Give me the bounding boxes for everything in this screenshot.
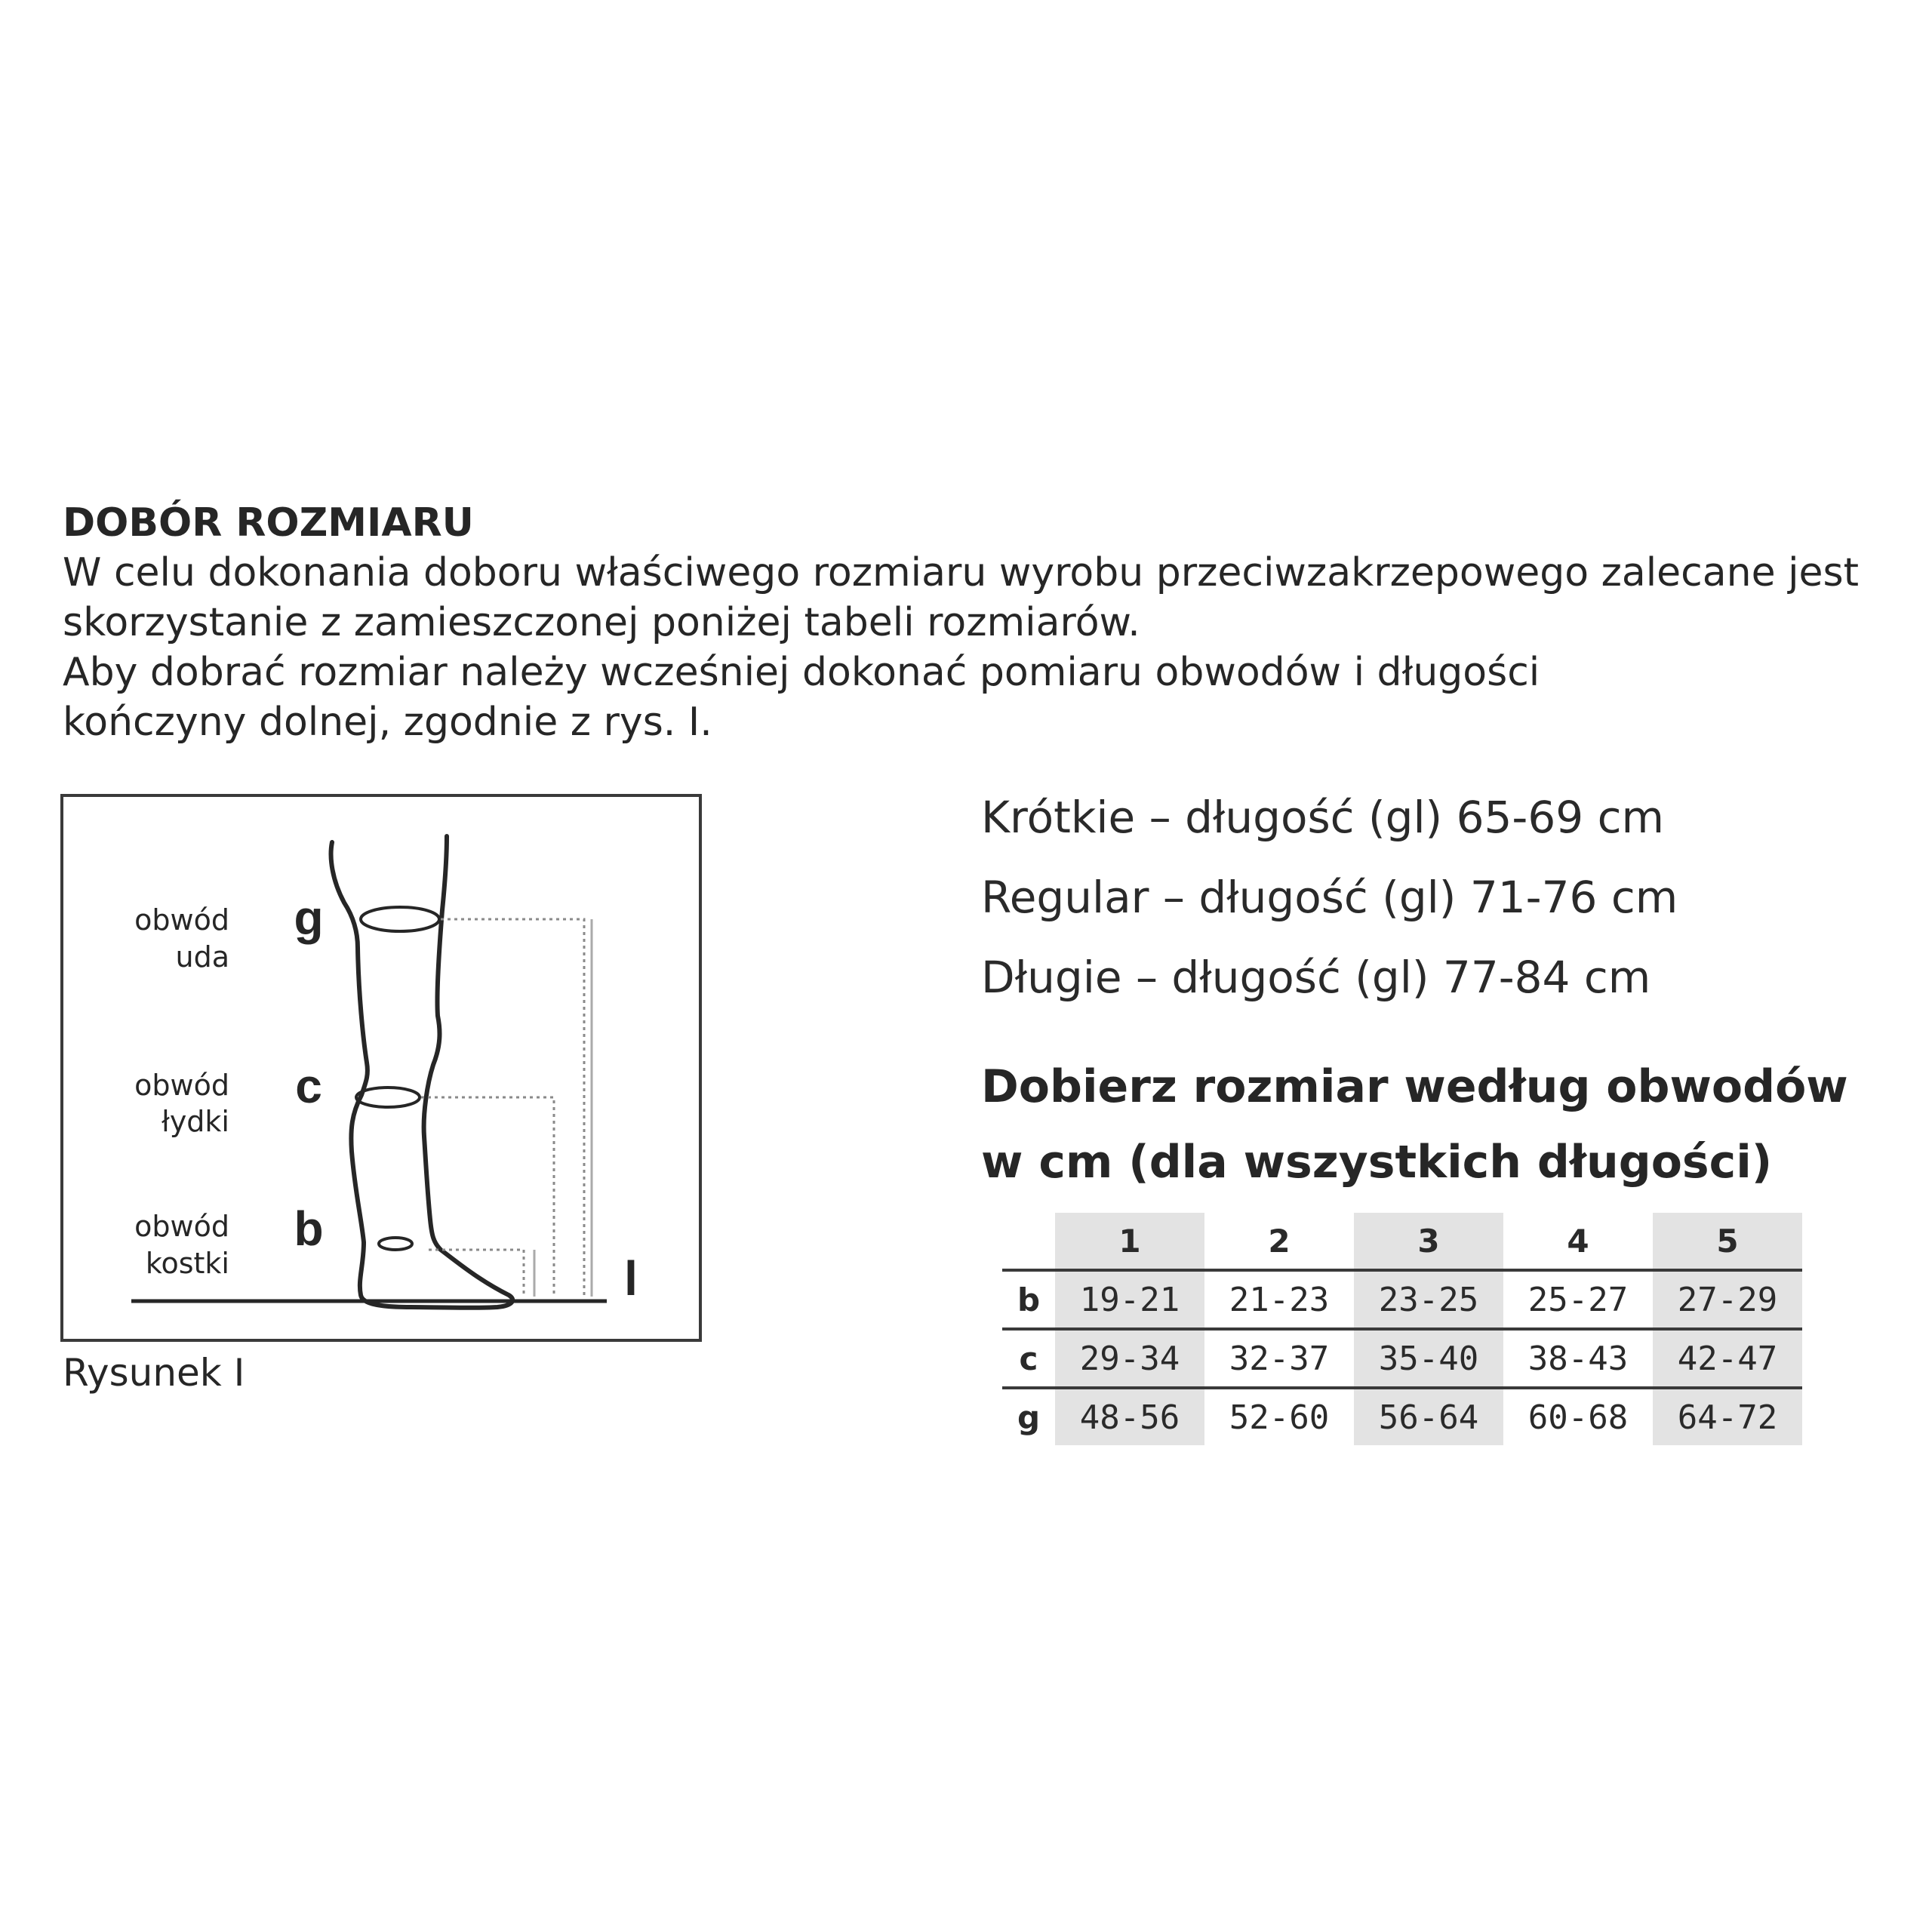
size-header-3: 3 [1354,1213,1503,1270]
row-label: b [1017,1281,1041,1318]
table-cell: 52-60 [1229,1398,1330,1437]
size-table [1002,1213,1802,1445]
length-regular: Regular – długość (gl) 71-76 cm [981,872,1678,923]
table-cell: 56-64 [1354,1388,1503,1445]
size-header-2: 2 [1268,1222,1291,1260]
calf-label-line2: łydki [162,1105,229,1138]
leg-diagram [63,797,699,1339]
length-short: Krótkie – długość (gl) 65-69 cm [981,792,1664,843]
leg-figure [60,794,702,1342]
row-label: g [1017,1398,1041,1436]
size-table-title [981,1049,1848,1200]
thigh-label-line2: uda [175,940,229,974]
table-cell: 48-56 [1055,1388,1204,1445]
table-cell: 21-23 [1229,1280,1330,1319]
corner-cell [1002,1213,1055,1270]
size-header-1: 1 [1055,1213,1204,1270]
intro-line-2: skorzystanie z zamieszczonej poniżej tabeli rozmiarów. [63,600,1140,645]
table-cell: 27-29 [1653,1270,1802,1329]
calf-letter: c [295,1059,322,1113]
size-table-title-line1: Dobierz rozmiar według obwodów [981,1060,1848,1113]
size-table-title-line2: w cm (dla wszystkich długości) [981,1136,1773,1189]
intro-line-4: kończyny dolnej, zgodnie z rys. I. [63,700,712,745]
thigh-label-line1: obwód [134,903,229,937]
intro-section [63,498,1919,747]
size-header-row [1002,1213,1802,1270]
ankle-measure-line [429,1250,524,1297]
calf-label-line1: obwód [134,1069,229,1102]
table-row [1002,1270,1802,1329]
table-cell: 35-40 [1354,1329,1503,1388]
table-cell: 60-68 [1527,1398,1629,1437]
calf-circumference [356,1088,420,1107]
leg-outline [331,836,513,1308]
thigh-measure-line [441,919,584,1297]
table-cell: 19-21 [1055,1270,1204,1329]
size-header-4: 4 [1567,1222,1589,1260]
figure-caption: Rysunek I [63,1351,245,1395]
table-row [1002,1388,1802,1445]
table-cell: 42-47 [1653,1329,1802,1388]
row-label: c [1019,1340,1038,1377]
ankle-letter: b [294,1201,324,1256]
length-long: Długie – długość (gl) 77-84 cm [981,952,1651,1003]
size-header-5: 5 [1653,1213,1802,1270]
thigh-circumference [361,907,439,931]
table-cell: 25-27 [1527,1280,1629,1319]
table-row [1002,1329,1802,1388]
length-letter: l [624,1251,638,1306]
length-options [981,777,1678,1017]
table-cell: 38-43 [1527,1339,1629,1378]
table-cell: 32-37 [1229,1339,1330,1378]
intro-line-1: W celu dokonania doboru właściwego rozmiaru wyrobu przeciwzakrzepowego zalecane jest [63,550,1860,595]
thigh-letter: g [294,891,324,945]
ankle-circumference [379,1238,412,1250]
page-title: DOBÓR ROZMIARU [63,500,474,546]
intro-line-3: Aby dobrać rozmiar należy wcześniej dokonać pomiaru obwodów i długości [63,650,1540,695]
ankle-label-line2: kostki [145,1247,229,1280]
table-cell: 29-34 [1055,1329,1204,1388]
ankle-label-line1: obwód [134,1210,229,1243]
table-cell: 23-25 [1354,1270,1503,1329]
table-cell: 64-72 [1653,1388,1802,1445]
